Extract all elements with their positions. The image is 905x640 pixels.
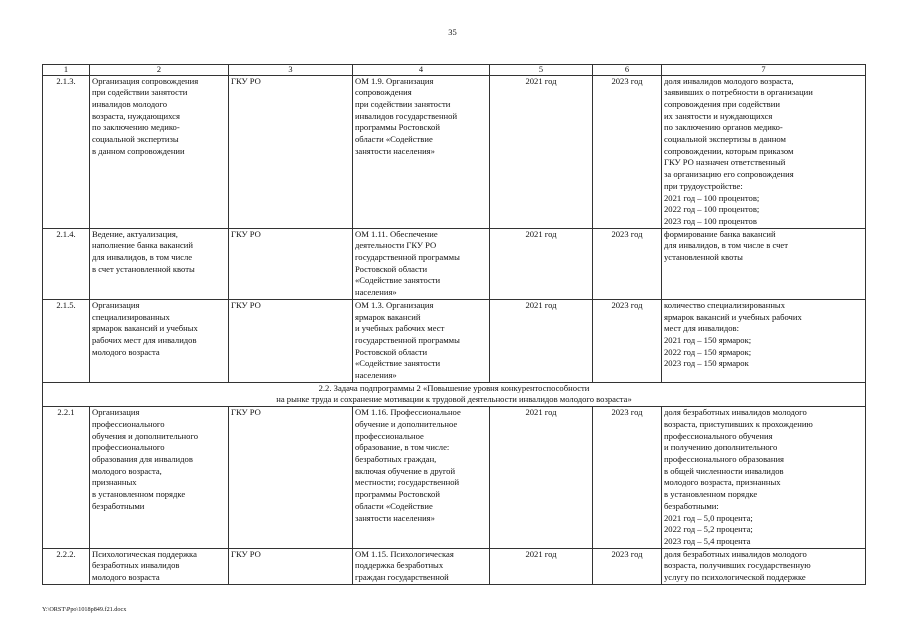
table-row bbox=[43, 228, 866, 299]
header-cell: 3 bbox=[229, 65, 353, 76]
expected-result: доля инвалидов молодого возраста, заявивших о потребности в организации сопровождения при содействии их занятости и нуждающихся по заключению органов медико- социальной экспертизы в данном сопровождении, которым приказом ГКУ РО назначен ответственный за организацию его сопровождения при трудоустройстве: 2021 год – 100 процентов; 2022 год – 100 процентов; 2023 год – 100 процентов bbox=[662, 75, 866, 228]
row-number: 2.1.4. bbox=[43, 228, 90, 299]
start-year: 2021 год bbox=[490, 75, 593, 228]
activity-name: Организация профессионального обучения и дополнительного профессионального образования для инвалидов молодого возраста, признанных в установленном порядке безработными bbox=[90, 407, 229, 548]
start-year: 2021 год bbox=[490, 407, 593, 548]
table-header-row bbox=[43, 65, 866, 76]
expected-result: формирование банка вакансий для инвалидов, в том числе в счет установленной квоты bbox=[662, 228, 866, 299]
header-cell: 6 bbox=[593, 65, 662, 76]
section-title: 2.2. Задача подпрограммы 2 «Повышение уровня конкурентоспособности на рынке труда и сохранение мотивации к трудовой деятельности инвалидов молодого возраста» bbox=[43, 382, 866, 406]
header-cell: 5 bbox=[490, 65, 593, 76]
executor: ГКУ РО bbox=[229, 228, 353, 299]
end-year: 2023 год bbox=[593, 75, 662, 228]
main-measure: ОМ 1.11. Обеспечение деятельности ГКУ РО государственной программы Ростовской области «Содействие занятости населения» bbox=[353, 228, 490, 299]
table-row bbox=[43, 75, 866, 228]
header-cell: 1 bbox=[43, 65, 90, 76]
expected-result: количество специализированных ярмарок вакансий и учебных рабочих мест для инвалидов: 2021 год – 150 ярмарок; 2022 год – 150 ярмарок; 2023 год – 150 ярмарок bbox=[662, 299, 866, 382]
row-number: 2.2.1 bbox=[43, 407, 90, 548]
main-measure: ОМ 1.9. Организация сопровождения при содействии занятости инвалидов государственной программы Ростовской области «Содействие занятости населения» bbox=[353, 75, 490, 228]
table-row bbox=[43, 407, 866, 548]
activity-name: Психологическая поддержка безработных инвалидов молодого возраста bbox=[90, 548, 229, 584]
expected-result: доля безработных инвалидов молодого возраста, получивших государственную услугу по психологической поддержке bbox=[662, 548, 866, 584]
end-year: 2023 год bbox=[593, 407, 662, 548]
start-year: 2021 год bbox=[490, 299, 593, 382]
executor: ГКУ РО bbox=[229, 299, 353, 382]
activity-name: Организация специализированных ярмарок вакансий и учебных рабочих мест для инвалидов молодого возраста bbox=[90, 299, 229, 382]
executor: ГКУ РО bbox=[229, 548, 353, 584]
main-measure: ОМ 1.15. Психологическая поддержка безработных граждан государственной bbox=[353, 548, 490, 584]
table-row bbox=[43, 299, 866, 382]
end-year: 2023 год bbox=[593, 228, 662, 299]
executor: ГКУ РО bbox=[229, 407, 353, 548]
header-cell: 2 bbox=[90, 65, 229, 76]
table-row bbox=[43, 548, 866, 584]
start-year: 2021 год bbox=[490, 228, 593, 299]
end-year: 2023 год bbox=[593, 299, 662, 382]
header-cell: 7 bbox=[662, 65, 866, 76]
executor: ГКУ РО bbox=[229, 75, 353, 228]
expected-result: доля безработных инвалидов молодого возраста, приступивших к прохождению профессионального обучения и получению дополнительного профессионального образования в общей численности инвалидов молодого возраста, признанных в установленном порядке безработными: 2021 год – 5,0 процента; 2022 год – 5,2 процента; 2023 год – 5,4 процента bbox=[662, 407, 866, 548]
main-measure: ОМ 1.3. Организация ярмарок вакансий и учебных рабочих мест государственной программы Ростовской области «Содействие занятости населения» bbox=[353, 299, 490, 382]
file-path-footer: Y:\ORST\Ppo\1018p849.f21.docx bbox=[42, 606, 127, 613]
header-cell: 4 bbox=[353, 65, 490, 76]
row-number: 2.1.3. bbox=[43, 75, 90, 228]
activity-name: Организация сопровождения при содействии занятости инвалидов молодого возраста, нуждающихся по заключению медико- социальной экспертизы в данном сопровождении bbox=[90, 75, 229, 228]
end-year: 2023 год bbox=[593, 548, 662, 584]
page-number: 35 bbox=[448, 27, 457, 37]
activity-name: Ведение, актуализация, наполнение банка вакансий для инвалидов, в том числе в счет установленной квоты bbox=[90, 228, 229, 299]
row-number: 2.2.2. bbox=[43, 548, 90, 584]
row-number: 2.1.5. bbox=[43, 299, 90, 382]
program-table bbox=[42, 64, 866, 585]
section-row bbox=[43, 382, 866, 406]
main-measure: ОМ 1.16. Профессиональное обучение и дополнительное профессиональное образование, в том числе: безработных граждан, включая обучение в другой местности; государственной программы Ростовской области «Содействие занятости населения» bbox=[353, 407, 490, 548]
start-year: 2021 год bbox=[490, 548, 593, 584]
